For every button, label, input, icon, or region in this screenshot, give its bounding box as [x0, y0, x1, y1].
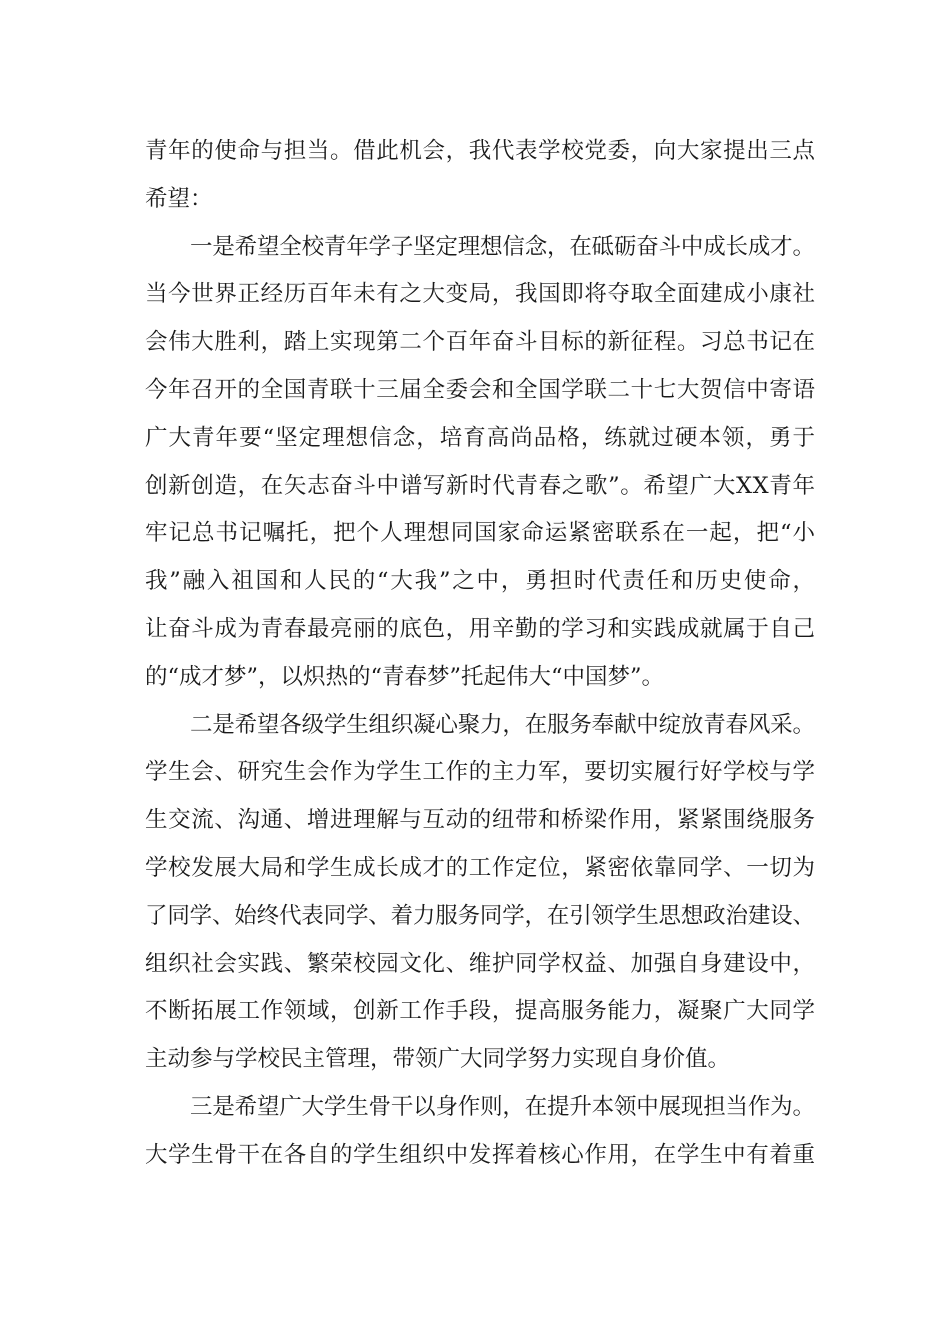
paragraph-first-line: 一是希望全校青年学子坚定理想信念，在砥砺奋斗中成长成才。	[190, 233, 815, 260]
text-line: 了同学、始终代表同学、着力服务同学，在引领学生思想政治建设、	[145, 902, 815, 929]
text-line: 主动参与学校民主管理，带领广大同学努力实现自身价值。	[145, 1046, 731, 1073]
text-line: 生交流、沟通、增进理解与互动的纽带和桥梁作用，紧紧围绕服务	[145, 807, 816, 834]
text-line: 大学生骨干在各自的学生组织中发挥着核心作用，在学生中有着重	[145, 1141, 816, 1168]
text-line: 学校发展大局和学生成长成才的工作定位，紧密依靠同学、一切为	[145, 854, 816, 881]
text-line: 会伟大胜利，踏上实现第二个百年奋斗目标的新征程。习总书记在	[145, 329, 816, 356]
text-line: 学生会、研究生会作为学生工作的主力军，要切实履行好学校与学	[145, 759, 816, 786]
text-line: 的“成才梦”，以炽热的“青春梦”托起伟大“中国梦”。	[145, 663, 665, 690]
text-line: 让奋斗成为青春最亮丽的底色，用辛勤的学习和实践成就属于自己	[145, 615, 816, 642]
text-line: 组织社会实践、繁荣校园文化、维护同学权益、加强自身建设中，	[145, 950, 816, 977]
paragraph-first-line: 二是希望各级学生组织凝心聚力，在服务奉献中绽放青春风采。	[190, 711, 815, 738]
text-line: 当今世界正经历百年未有之大变局，我国即将夺取全面建成小康社	[145, 281, 816, 308]
document-body	[145, 128, 815, 1180]
text-line: 今年召开的全国青联十三届全委会和全国学联二十七大贺信中寄语	[145, 376, 816, 403]
text-line: 不断拓展工作领域，创新工作手段，提高服务能力，凝聚广大同学	[145, 998, 816, 1025]
paragraph-first-line: 三是希望广大学生骨干以身作则，在提升本领中展现担当作为。	[190, 1093, 815, 1120]
text-line: 广大青年要“坚定理想信念，培育高尚品格，练就过硬本领，勇于	[145, 424, 817, 451]
text-line: 青年的使命与担当。借此机会，我代表学校党委，向大家提出三点	[145, 138, 816, 164]
text-line: 希望：	[145, 185, 213, 212]
text-line: 创新创造，在矢志奋斗中谱写新时代青春之歌”。希望广大XX青年	[145, 472, 816, 499]
text-line: 我”融入祖国和人民的“大我”之中，勇担时代责任和历史使命，	[145, 568, 817, 595]
text-line: 牢记总书记嘱托，把个人理想同国家命运紧密联系在一起，把“小	[145, 520, 817, 547]
